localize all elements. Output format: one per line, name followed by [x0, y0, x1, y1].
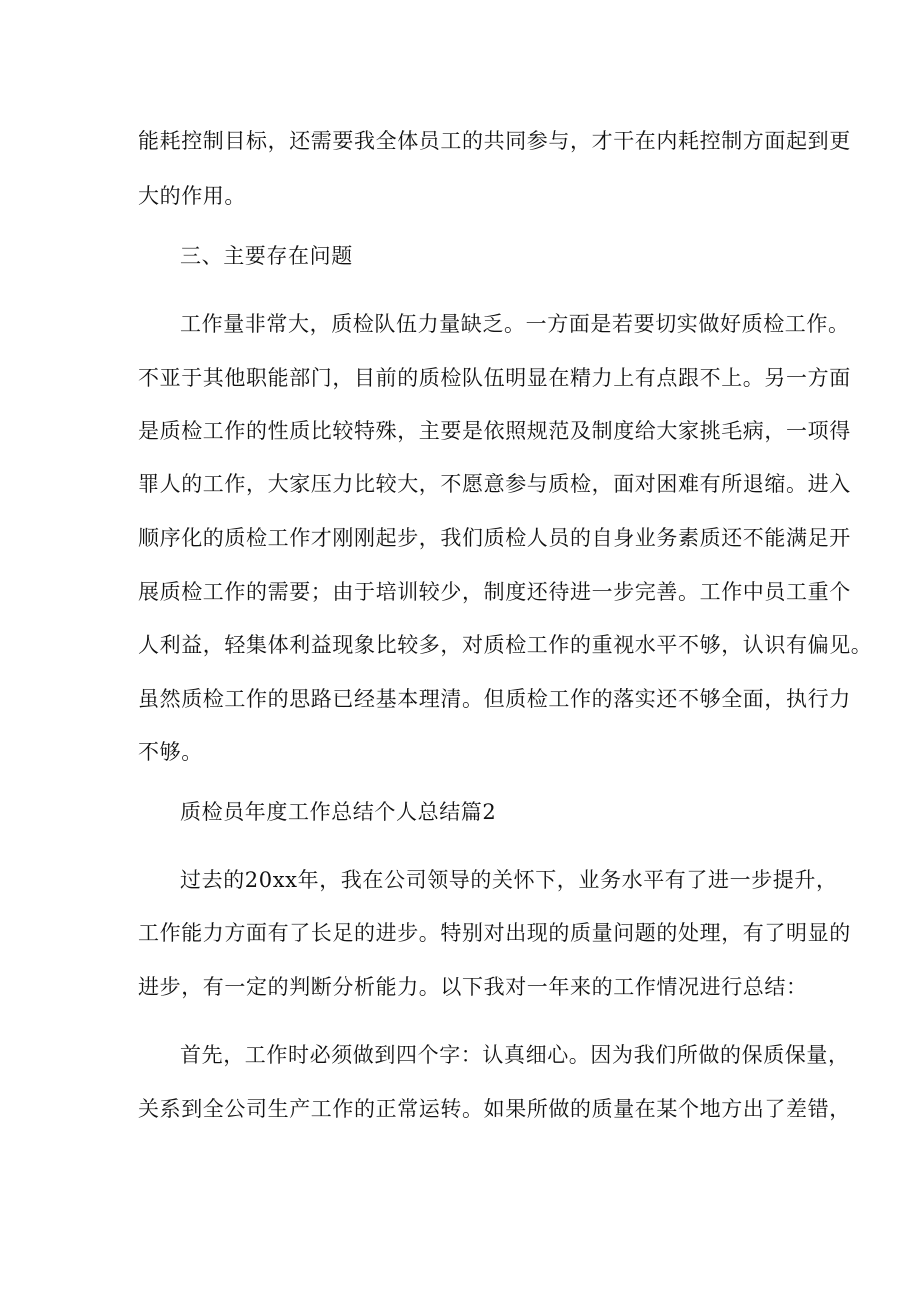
paragraph-3-line-3: 进步，有一定的判断分析能力。以下我对一年来的工作情况进行总结： — [138, 975, 808, 999]
paragraph-2-line-3: 是质检工作的性质比较特殊，主要是依照规范及制度给大家挑毛病，一项得 — [138, 419, 851, 443]
paragraph-1-line-2: 大的作用。 — [138, 184, 246, 208]
paragraph-2-line-9: 不够。 — [138, 740, 203, 764]
paragraph-3-line-1: 过去的20xx年，我在公司领导的关怀下，业务水平有了进一步提升， — [180, 868, 838, 892]
paragraph-2-line-2: 不亚于其他职能部门，目前的质检队伍明显在精力上有点跟不上。另一方面 — [138, 366, 851, 390]
paragraph-2-line-6: 展质检工作的需要；由于培训较少，制度还待进一步完善。工作中员工重个 — [138, 580, 851, 604]
paragraph-1-line-1: 能耗控制目标，还需要我全体员工的共同参与，才干在内耗控制方面起到更 — [138, 129, 851, 153]
paragraph-3-line-2: 工作能力方面有了长足的进步。特别对出现的质量问题的处理，有了明显的 — [138, 921, 851, 945]
article-title: 质检员年度工作总结个人总结篇2 — [180, 800, 497, 824]
paragraph-2-line-8: 虽然质检工作的思路已经基本理清。但质检工作的落实还不够全面，执行力 — [138, 687, 851, 711]
paragraph-2-line-7: 人利益，轻集体利益现象比较多，对质检工作的重视水平不够，认识有偏见。 — [138, 633, 873, 657]
section-heading: 三、主要存在问题 — [180, 244, 353, 268]
paragraph-2-line-1: 工作量非常大，质检队伍力量缺乏。一方面是若要切实做好质检工作。 — [180, 312, 850, 336]
paragraph-2-line-5: 顺序化的质检工作才刚刚起步，我们质检人员的自身业务素质还不能满足开 — [138, 526, 851, 550]
paragraph-4-line-2: 关系到全公司生产工作的正常运转。如果所做的质量在某个地方出了差错， — [138, 1097, 851, 1121]
paragraph-2-line-4: 罪人的工作，大家压力比较大，不愿意参与质检，面对困难有所退缩。进入 — [138, 472, 851, 496]
paragraph-4-line-1: 首先，工作时必须做到四个字：认真细心。因为我们所做的保质保量， — [180, 1043, 850, 1067]
